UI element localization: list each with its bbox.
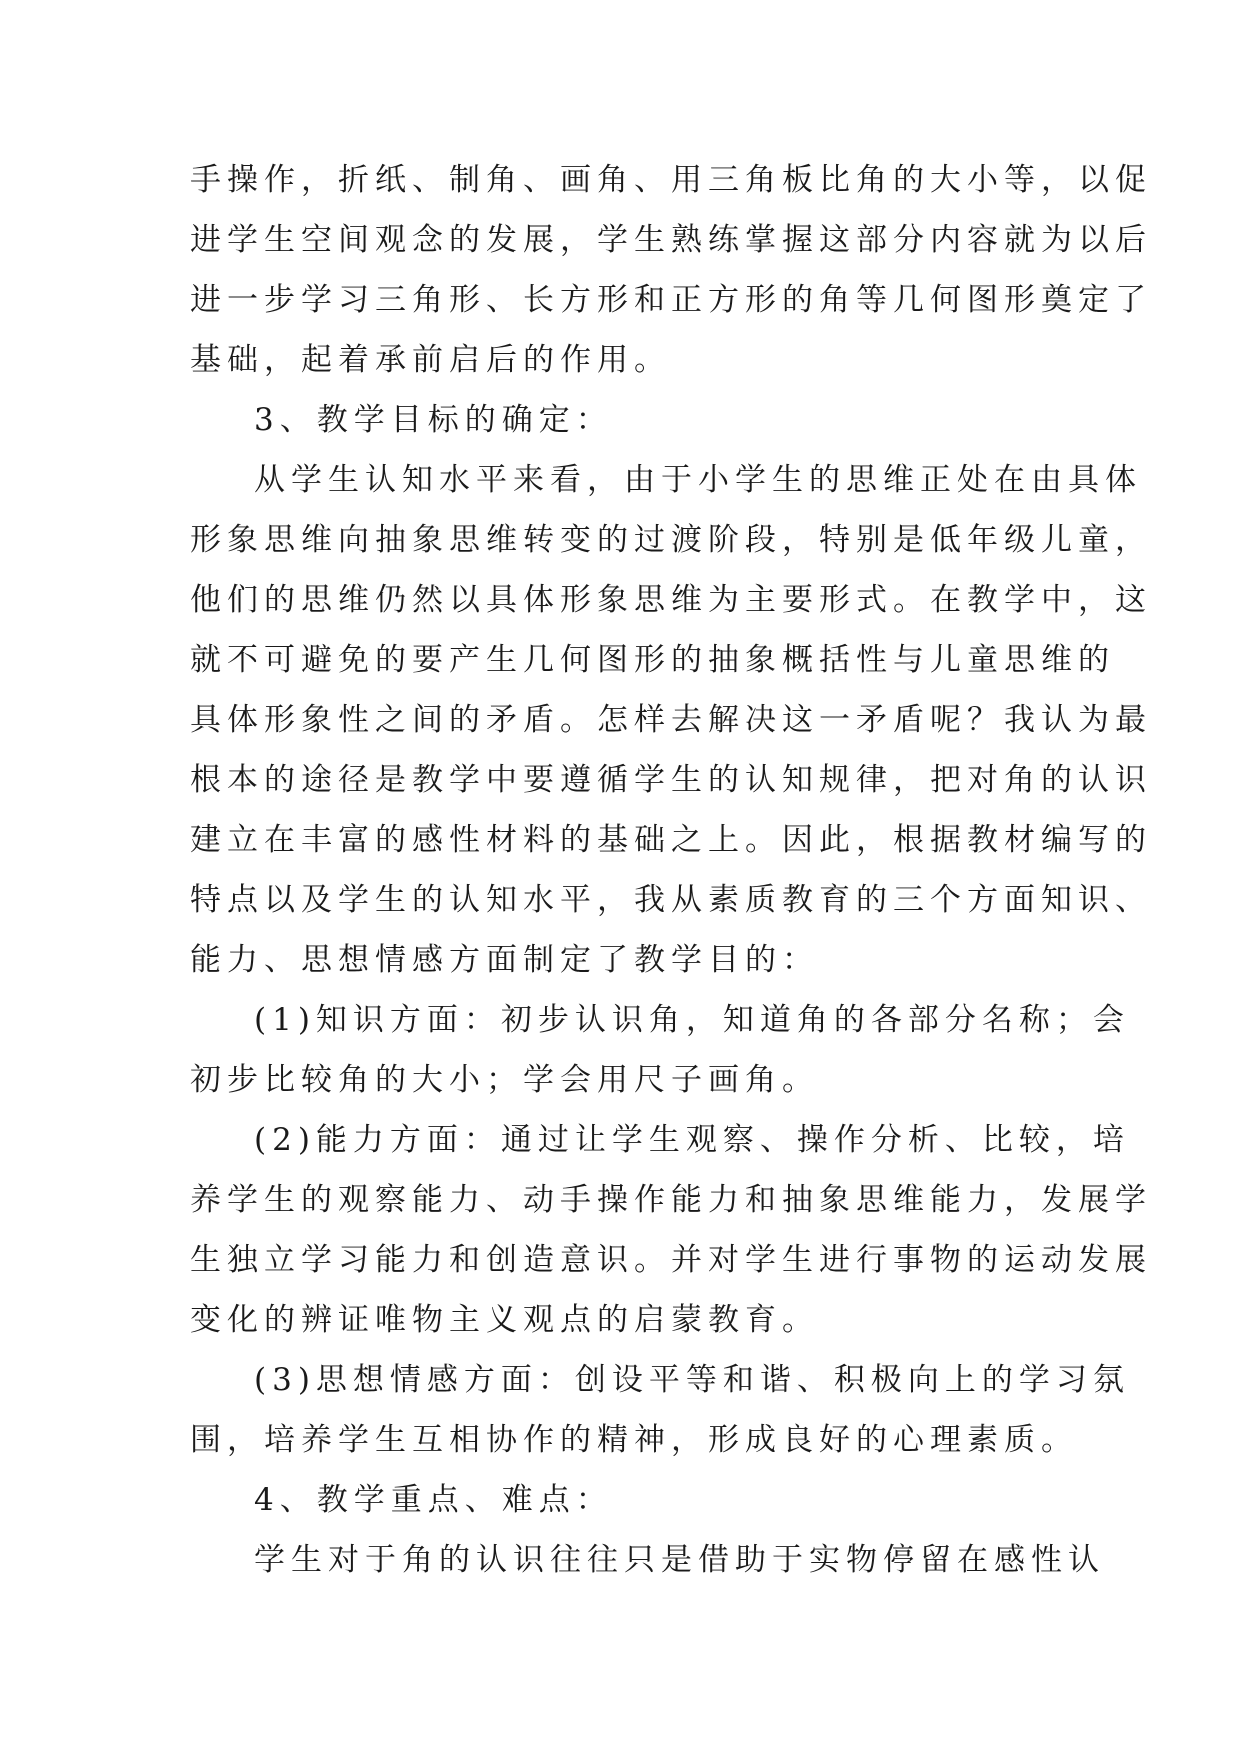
list-item-first-line: (3)思想情感方面：创设平等和谐、积极向上的学习氛 [254, 1362, 1130, 1398]
text-line: 手操作，折纸、制角、画角、用三角板比角的大小等，以促 [190, 162, 1152, 198]
section-heading: 4、教学重点、难点： [254, 1482, 613, 1518]
text-line: 进学生空间观念的发展，学生熟练掌握这部分内容就为以后 [190, 222, 1152, 258]
list-item-first-line: (2)能力方面：通过让学生观察、操作分析、比较，培 [254, 1122, 1130, 1158]
list-item-first-line: (1)知识方面：初步认识角，知道角的各部分名称；会 [254, 1002, 1130, 1038]
paragraph-first-line: 学生对于角的认识往往只是借助于实物停留在感性认 [254, 1542, 1105, 1578]
text-line: 就不可避免的要产生几何图形的抽象概括性与儿童思维的 [190, 642, 1115, 678]
text-line: 能力、思想情感方面制定了教学目的： [190, 942, 819, 978]
text-line: 养学生的观察能力、动手操作能力和抽象思维能力，发展学 [190, 1182, 1152, 1218]
text-line: 特点以及学生的认知水平，我从素质教育的三个方面知识、 [190, 882, 1152, 918]
text-line: 生独立学习能力和创造意识。并对学生进行事物的运动发展 [190, 1242, 1152, 1278]
text-line: 他们的思维仍然以具体形象思维为主要形式。在教学中，这 [190, 582, 1152, 618]
document-body [190, 150, 1152, 1590]
text-line: 变化的辨证唯物主义观点的启蒙教育。 [190, 1302, 819, 1338]
section-heading: 3、教学目标的确定： [254, 402, 613, 438]
text-line: 初步比较角的大小；学会用尺子画角。 [190, 1062, 819, 1098]
text-line: 形象思维向抽象思维转变的过渡阶段，特别是低年级儿童， [190, 522, 1152, 558]
text-line: 建立在丰富的感性材料的基础之上。因此，根据教材编写的 [190, 822, 1152, 858]
text-line: 围，培养学生互相协作的精神，形成良好的心理素质。 [190, 1422, 1078, 1458]
text-line: 进一步学习三角形、长方形和正方形的角等几何图形奠定了 [190, 282, 1152, 318]
text-line: 具体形象性之间的矛盾。怎样去解决这一矛盾呢？我认为最 [190, 702, 1152, 738]
text-line: 基础，起着承前启后的作用。 [190, 342, 671, 378]
paragraph-first-line: 从学生认知水平来看，由于小学生的思维正处在由具体 [254, 462, 1142, 498]
text-line: 根本的途径是教学中要遵循学生的认知规律，把对角的认识 [190, 762, 1152, 798]
